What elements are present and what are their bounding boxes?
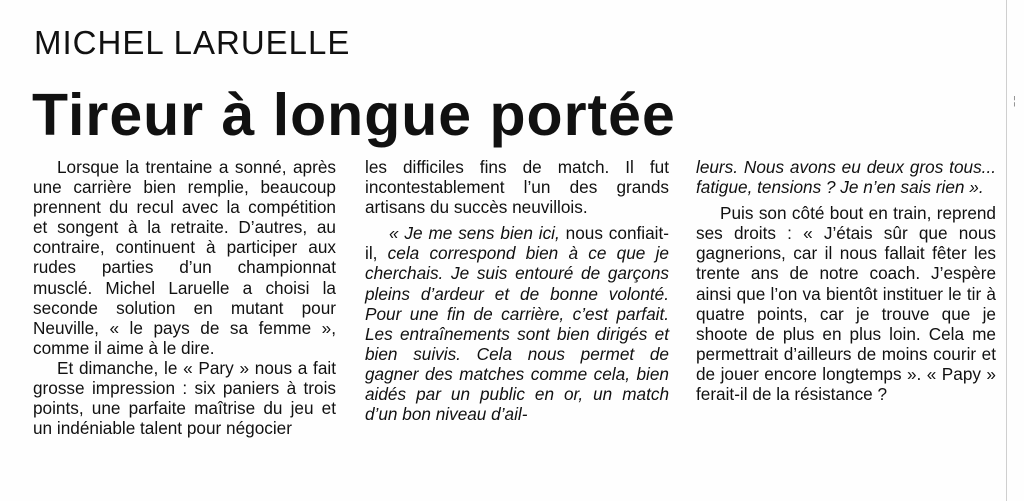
- quote-attribution: nous confiait-il,: [365, 223, 669, 264]
- quote-opening: « Je me sens bien ici,: [389, 223, 560, 244]
- quote-body: cela correspond bien à ce que je cherchais. Je suis entouré de garçons pleins d’ardeur et de bonne volonté. Pour une fin de carrière, c’est parfait. Les entraînements sont bien dirigés et bien suivis. Cela nous permet de gagner des matches comme cela, bien aidés par un public en or, un match d’un bon niveau d’ail-: [365, 243, 669, 425]
- article-column-3: [696, 157, 996, 404]
- scan-edge-line: [1006, 0, 1007, 501]
- paragraph-quote: [365, 223, 669, 424]
- paragraph-continuation: les difficiles fins de match. Il fut incontestablement l’un des grands artisans du succès neuvillois.: [365, 157, 669, 218]
- paragraph-closing: Puis son côté bout en train, reprend ses droits : « J’étais sûr que nous gagnerions, car il nous fallait fêter les trente ans de notre coach. J’espère ainsi que l’on va bientôt instituer le tir à quatre points, car je trouve que je shoote de plus en plus loin. Cela me permettrait d’ailleurs de moins courir et de jouer encore longtemps ». « Papy » ferait-il de la résistance ?: [696, 203, 996, 405]
- article-column-1: [33, 157, 336, 438]
- paragraph-sunday: Et dimanche, le « Pary » nous a fait grosse impression : six paniers à trois points, une parfaite maîtrise du jeu et un indéniable talent pour négocier: [33, 357, 336, 439]
- quote-ending: leurs. Nous avons eu deux gros tous... fatigue, tensions ? Je n’en sais rien ».: [696, 157, 996, 198]
- article-headline: Tireur à longue portée: [32, 82, 676, 148]
- article-column-2: [365, 157, 669, 424]
- scan-edge-mark: ¦: [1013, 95, 1016, 107]
- paragraph-intro: Lorsque la trentaine a sonné, après une carrière bien remplie, beaucoup prennent du recul avec la compétition et songent à la retraite. D’autres, au contraire, continuent à participer aux rudes parties d’un championnat musclé. Michel Laruelle a choisi la seconde solution en mutant pour Neuville, « le pays de sa femme », comme il aime à le dire.: [33, 157, 336, 358]
- article-kicker: MICHEL LARUELLE: [34, 24, 351, 61]
